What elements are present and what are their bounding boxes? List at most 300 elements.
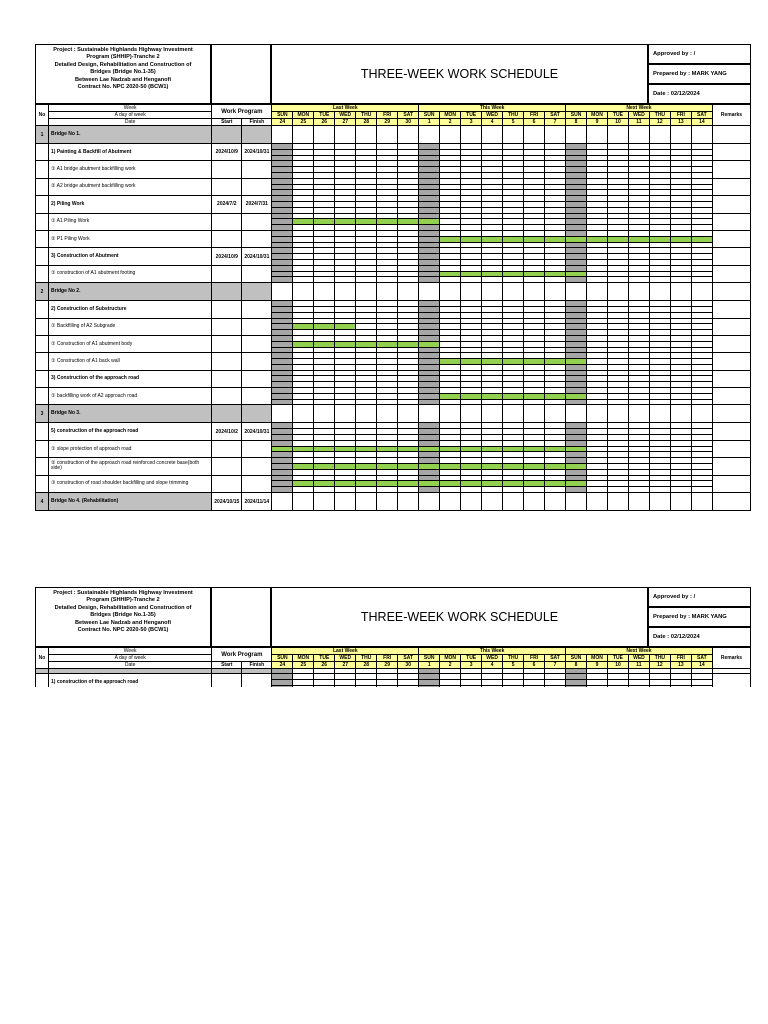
col-date-label: Date [49,662,212,669]
day-header: THU [356,112,377,119]
date-header: 2 [440,662,461,669]
approved-by: Approved by : / [648,587,751,607]
day-cell [398,283,419,301]
day-cell [670,126,691,144]
col-start: Start [212,662,242,669]
date-header: 5 [503,119,524,126]
day-header: SUN [566,112,587,119]
day-cell [461,405,482,423]
date-header: 8 [566,119,587,126]
start-date [212,265,242,282]
day-cell [419,405,440,423]
day-cell [461,126,482,144]
day-cell [670,493,691,511]
task-label: ② construction of the approach road reinforced concrete base(both side) [49,458,212,475]
day-cell [524,126,545,144]
start-date [212,230,242,247]
finish-date [242,335,272,352]
date-header: 13 [670,119,691,126]
col-work-program: Work Program [212,648,272,662]
day-cell [545,126,566,144]
day-cell [356,685,377,687]
task-label: ① backfilling work of A2 approach road [49,388,212,405]
day-header: WED [335,655,356,662]
day-cell [607,126,628,144]
date-header: 7 [545,662,566,669]
start-date [212,370,242,387]
finish-date [242,674,272,688]
date-header: 6 [524,119,545,126]
day-cell [335,493,356,511]
day-cell [440,126,461,144]
row-no [36,353,49,370]
task-label: 5) construction of the approach road [49,423,212,440]
date-header: 2 [440,119,461,126]
day-cell [356,126,377,144]
row-no [36,370,49,387]
day-cell [503,493,524,511]
finish-date [242,213,272,230]
day-cell [335,126,356,144]
day-header: TUE [314,655,335,662]
task-label: ① slope protection of approach road [49,440,212,457]
day-cell [649,685,670,687]
task-label: ① A1 Piling Work [49,213,212,230]
day-header: FRI [377,112,398,119]
day-cell [587,405,608,423]
day-cell [314,283,335,301]
day-cell [335,685,356,687]
finish-date: 2024/7/31 [242,196,272,213]
project-line: Program (SHHIP)-Tranche 2 [86,54,160,61]
day-cell [335,283,356,301]
day-cell [566,283,587,301]
finish-date [242,458,272,475]
task-label: 2) Piling Work [49,196,212,213]
schedule-grid-wrap [35,104,751,512]
task-label: 1) Painting & Backfill of Abutment [49,144,212,161]
day-cell [503,685,524,687]
finish-date: 2024/10/31 [242,423,272,440]
day-header: THU [649,112,670,119]
date-header: 24 [272,119,293,126]
day-header: MON [293,655,314,662]
day-cell [524,493,545,511]
day-cell [607,685,628,687]
day-header: MON [440,112,461,119]
week-header: Next Week [566,105,713,112]
day-cell [482,405,503,423]
day-header: THU [503,112,524,119]
finish-date [242,283,272,301]
day-header: THU [356,655,377,662]
row-no [36,301,49,318]
remarks-cell [712,353,750,370]
day-cell [461,283,482,301]
project-line: Between Lae Nadzab and Henganofi [74,76,172,83]
week-header: Last Week [272,105,419,112]
row-no [36,144,49,161]
row-no [36,248,49,265]
date-header: 29 [377,119,398,126]
date-header: 6 [524,662,545,669]
task-label: 2) Construction of Substructure [49,301,212,318]
row-no [36,265,49,282]
start-date [212,674,242,688]
day-header: SUN [272,112,293,119]
section-row [36,493,751,511]
remarks-cell [712,265,750,282]
date-header: 12 [649,119,670,126]
task-label: ② A2 bridge abutment backfilling work [49,178,212,195]
remarks-cell [712,423,750,440]
section-no: 2 [36,283,49,301]
day-cell [377,283,398,301]
project-line: Contract No. NPC 2020-50 (BCW1) [77,627,169,634]
day-header: FRI [670,655,691,662]
day-cell [377,126,398,144]
day-cell [314,493,335,511]
col-day-label: A day of week [49,112,212,119]
date-header: 27 [335,662,356,669]
day-cell [419,283,440,301]
date-header: 30 [398,662,419,669]
date-header: 27 [335,119,356,126]
day-cell [649,283,670,301]
remarks-cell [712,301,750,318]
day-header: FRI [377,655,398,662]
day-header: SAT [691,112,712,119]
date-header: 25 [293,119,314,126]
day-header: THU [503,655,524,662]
section-label: Bridge No 1. [49,126,212,144]
day-cell [503,126,524,144]
day-cell [607,493,628,511]
day-cell [566,405,587,423]
start-date [212,353,242,370]
remarks-cell [712,388,750,405]
remarks-cell [712,335,750,352]
day-cell [503,405,524,423]
finish-date: 2024/11/14 [242,493,272,511]
date-header: 24 [272,662,293,669]
day-header: FRI [670,112,691,119]
day-cell [566,126,587,144]
schedule-title: THREE-WEEK WORK SCHEDULE [271,587,648,647]
finish-date: 2024/10/31 [242,144,272,161]
schedule-grid [35,647,751,687]
day-cell [566,685,587,687]
finish-date [242,178,272,195]
day-header: FRI [524,655,545,662]
row-no [36,458,49,475]
prepared-by: Prepared by : MARK YANG [648,607,751,627]
project-line: Between Lae Nadzab and Henganofi [74,619,172,626]
project-line: Bridges (Bridge No.1-35) [90,69,156,76]
remarks-cell [712,283,750,301]
date-header: 4 [482,119,503,126]
day-cell [293,685,314,687]
col-date-label: Date [49,119,212,126]
start-date [212,126,242,144]
day-cell [377,685,398,687]
row-no [36,196,49,213]
schedule-grid-wrap [35,647,751,687]
day-cell [440,283,461,301]
start-date: 2024/10/2 [212,423,242,440]
row-no [36,178,49,195]
day-cell [335,405,356,423]
task-label: 3) Construction of the approach road [49,370,212,387]
project-line: Project : Sustainable Highlands Highway Investment [53,590,193,596]
week-header: This Week [419,105,566,112]
row-no [36,440,49,457]
schedule-date: Date : 02/12/2024 [648,627,751,647]
day-cell [377,405,398,423]
day-header: WED [482,112,503,119]
finish-date [242,388,272,405]
date-header: 3 [461,119,482,126]
finish-date [242,405,272,423]
start-date: 2024/10/15 [212,493,242,511]
day-cell [272,283,293,301]
day-header: SUN [272,655,293,662]
finish-date [242,353,272,370]
finish-date [242,440,272,457]
day-cell [545,493,566,511]
col-remarks: Remarks [712,648,750,669]
day-header: SAT [398,112,419,119]
col-remarks: Remarks [712,105,750,126]
date-header: 5 [503,662,524,669]
task-label: ① Construction of A1 abutment body [49,335,212,352]
section-row [36,283,751,301]
section-no: 3 [36,405,49,423]
task-label: ① construction of A1 abutment footing [49,265,212,282]
day-header: WED [335,112,356,119]
day-cell [545,283,566,301]
day-cell [272,493,293,511]
date-header: 14 [691,119,712,126]
day-cell [628,283,649,301]
project-description [35,44,211,104]
section-no: 1 [36,126,49,144]
finish-date [242,126,272,144]
day-cell [419,685,440,687]
start-date [212,475,242,492]
date-header: 10 [607,662,628,669]
row-no [36,475,49,492]
start-date [212,405,242,423]
col-week-label: Week [49,105,212,112]
finish-date [242,161,272,178]
day-cell [398,126,419,144]
start-date: 2024/10/9 [212,144,242,161]
day-cell [314,685,335,687]
week-header: Last Week [272,648,419,655]
day-cell [461,685,482,687]
prepared-by: Prepared by : MARK YANG [648,64,751,84]
date-header: 1 [419,119,440,126]
date-header: 14 [691,662,712,669]
day-cell [545,685,566,687]
day-cell [670,685,691,687]
project-line: Project : Sustainable Highlands Highway Investment [53,47,193,53]
week-header: This Week [419,648,566,655]
finish-date [242,265,272,282]
start-date [212,213,242,230]
day-cell [356,405,377,423]
date-header: 26 [314,119,335,126]
remarks-cell [712,440,750,457]
remarks-cell [712,144,750,161]
date-header: 26 [314,662,335,669]
remarks-cell [712,405,750,423]
day-cell [377,493,398,511]
col-no: No [36,105,49,126]
schedule-date: Date : 02/12/2024 [648,84,751,104]
day-cell [482,493,503,511]
day-cell [670,405,691,423]
day-cell [587,685,608,687]
day-header: SAT [545,112,566,119]
task-label: ① A1 bridge abutment backfilling work [49,161,212,178]
day-cell [587,283,608,301]
task-label: ① Backfilling of A2 Subgrade [49,318,212,335]
finish-date [242,301,272,318]
start-date [212,388,242,405]
start-date [212,301,242,318]
day-cell [691,283,712,301]
day-cell [524,283,545,301]
remarks-cell [712,318,750,335]
day-cell [356,493,377,511]
day-cell [628,685,649,687]
remarks-cell [712,161,750,178]
section-row [36,405,751,423]
day-cell [293,493,314,511]
day-cell [691,685,712,687]
day-cell [440,493,461,511]
start-date [212,335,242,352]
date-header: 12 [649,662,670,669]
date-header: 4 [482,662,503,669]
col-day-label: A day of week [49,655,212,662]
day-header: TUE [461,112,482,119]
day-header: SAT [545,655,566,662]
row-no [36,318,49,335]
date-header: 8 [566,662,587,669]
project-line: Program (SHHIP)-Tranche 2 [86,597,160,604]
day-cell [356,283,377,301]
project-line: Detailed Design, Rehabilitation and Construction of [54,604,192,611]
day-header: TUE [607,112,628,119]
day-header: SAT [691,655,712,662]
day-cell [461,493,482,511]
project-description [35,587,211,647]
date-header: 13 [670,662,691,669]
day-cell [607,283,628,301]
col-finish: Finish [242,662,272,669]
day-cell [628,126,649,144]
section-label: Bridge No 3. [49,405,212,423]
day-header: MON [587,112,608,119]
day-cell [293,405,314,423]
task-label: ③ construction of road shoulder backfilling and slope trimming [49,475,212,492]
col-start: Start [212,119,242,126]
finish-date: 2024/10/31 [242,248,272,265]
day-cell [398,405,419,423]
day-header: TUE [607,655,628,662]
section-label: Bridge No 2. [49,283,212,301]
date-header: 28 [356,119,377,126]
day-header: MON [293,112,314,119]
day-cell [440,405,461,423]
day-cell [607,405,628,423]
day-header: WED [628,655,649,662]
remarks-cell [712,178,750,195]
date-header: 30 [398,119,419,126]
row-no [36,230,49,247]
day-cell [482,283,503,301]
remarks-cell [712,213,750,230]
schedule-grid [35,104,751,511]
date-header: 9 [587,662,608,669]
remarks-cell [712,126,750,144]
day-cell [419,493,440,511]
day-cell [587,126,608,144]
day-cell [293,283,314,301]
task-label: ② P1 Piling Work [49,230,212,247]
date-header: 11 [628,119,649,126]
finish-date [242,318,272,335]
date-header: 28 [356,662,377,669]
remarks-cell [712,458,750,475]
day-cell [272,685,293,687]
approved-by: Approved by : / [648,44,751,64]
day-header: TUE [461,655,482,662]
finish-date [242,230,272,247]
project-line: Detailed Design, Rehabilitation and Construction of [54,61,192,68]
col-work-program: Work Program [212,105,272,119]
day-cell [566,493,587,511]
col-finish: Finish [242,119,272,126]
task-label: ① Construction of A1 back wall [49,353,212,370]
day-cell [272,405,293,423]
day-cell [314,126,335,144]
remarks-cell [712,674,750,688]
schedule-title: THREE-WEEK WORK SCHEDULE [271,44,648,104]
day-header: SUN [419,655,440,662]
row-no [36,423,49,440]
day-cell [691,493,712,511]
start-date: 2024/10/9 [212,248,242,265]
day-cell [524,405,545,423]
start-date [212,458,242,475]
row-no [36,674,49,688]
day-cell [524,685,545,687]
start-date [212,161,242,178]
day-header: MON [587,655,608,662]
day-cell [293,126,314,144]
day-cell [440,685,461,687]
day-header: WED [482,655,503,662]
day-cell [398,685,419,687]
day-cell [649,405,670,423]
start-date [212,283,242,301]
date-header: 7 [545,119,566,126]
remarks-cell [712,475,750,492]
